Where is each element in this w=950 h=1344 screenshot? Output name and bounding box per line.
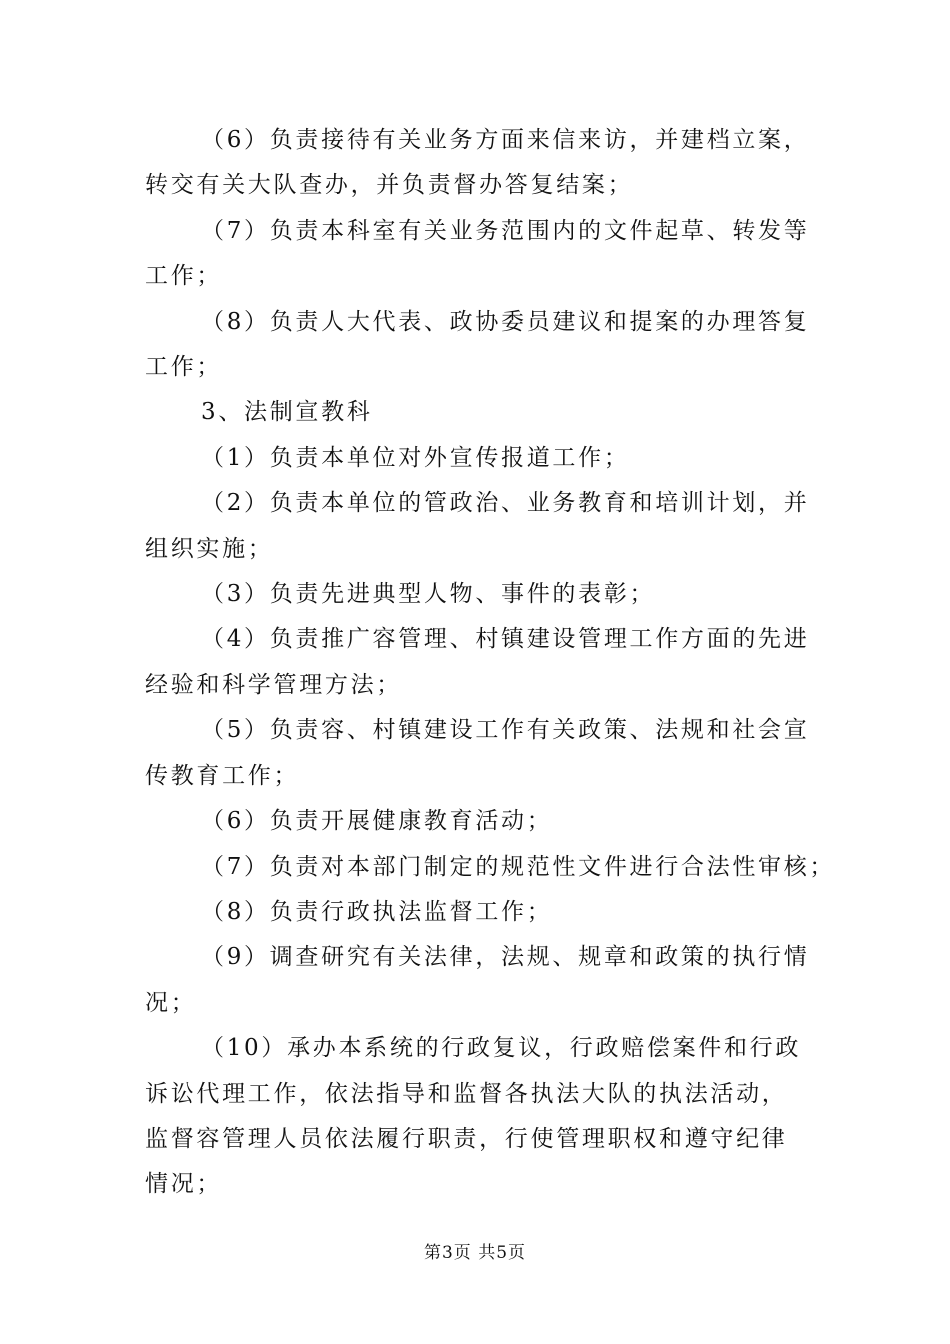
paragraph-item-5-policy-education	[145, 708, 810, 799]
paragraph-line: （8）负责人大代表、政协委员建议和提案的办理答复	[201, 308, 810, 335]
paragraph-item-9-research	[145, 935, 810, 1026]
page-number-footer: 第3页 共5页	[423, 1243, 527, 1263]
paragraph-line: （4）负责推广容管理、村镇建设管理工作方面的先进	[201, 626, 810, 653]
paragraph-item-7-drafting	[145, 209, 810, 300]
paragraph-line: 转交有关大队查办，并负责督办答复结案；	[145, 172, 634, 199]
paragraph-item-10-review-litigation	[145, 1026, 805, 1208]
paragraph-line: （2）负责本单位的管政治、业务教育和培训计划，并	[201, 490, 810, 517]
paragraph-line: 传教育工作；	[145, 762, 300, 789]
paragraph-item-6-health-education	[145, 799, 805, 844]
paragraph-line: 组织实施；	[145, 535, 274, 562]
section-heading-legal-education	[145, 390, 805, 435]
section-heading-text: 3、法制宣教科	[201, 399, 373, 426]
paragraph-line: （6）负责接待有关业务方面来信来访，并建档立案，	[201, 127, 810, 153]
paragraph-item-1-publicity	[145, 436, 805, 481]
paragraph-line: 况；	[145, 989, 197, 1016]
paragraph-line: （7）负责对本部门制定的规范性文件进行合法性审核；	[201, 853, 836, 880]
paragraph-line: （9）调查研究有关法律，法规、规章和政策的执行情	[201, 944, 810, 971]
paragraph-item-8-supervision	[145, 890, 805, 935]
paragraph-line: 诉讼代理工作，依法指导和监督各执法大队的执法活动，	[145, 1080, 788, 1107]
paragraph-line: 情况；	[145, 1171, 223, 1198]
paragraph-item-4-promotion	[145, 617, 810, 708]
paragraph-line: （1）负责本单位对外宣传报道工作；	[201, 444, 630, 471]
paragraph-line: （10）承办本系统的行政复议，行政赔偿案件和行政	[201, 1035, 802, 1062]
paragraph-line: 工作；	[145, 354, 223, 381]
paragraph-line: 工作；	[145, 263, 223, 290]
paragraph-line: （5）负责容、村镇建设工作有关政策、法规和社会宣	[201, 717, 810, 744]
paragraph-line: （6）负责开展健康教育活动；	[201, 808, 553, 835]
paragraph-line: （7）负责本科室有关业务范围内的文件起草、转发等	[201, 217, 810, 244]
paragraph-item-2-training	[145, 481, 810, 572]
paragraph-item-3-commendation	[145, 572, 805, 617]
paragraph-item-8-proposals	[145, 300, 810, 391]
paragraph-line: 经验和科学管理方法；	[145, 671, 402, 698]
paragraph-item-6-letters	[145, 118, 810, 209]
paragraph-item-7-legality-review	[145, 845, 836, 890]
paragraph-line: 监督容管理人员依法履行职责，行使管理职权和遵守纪律	[145, 1125, 788, 1152]
paragraph-line: （3）负责先进典型人物、事件的表彰；	[201, 581, 656, 608]
document-body	[145, 118, 836, 1208]
paragraph-line: （8）负责行政执法监督工作；	[201, 898, 553, 925]
